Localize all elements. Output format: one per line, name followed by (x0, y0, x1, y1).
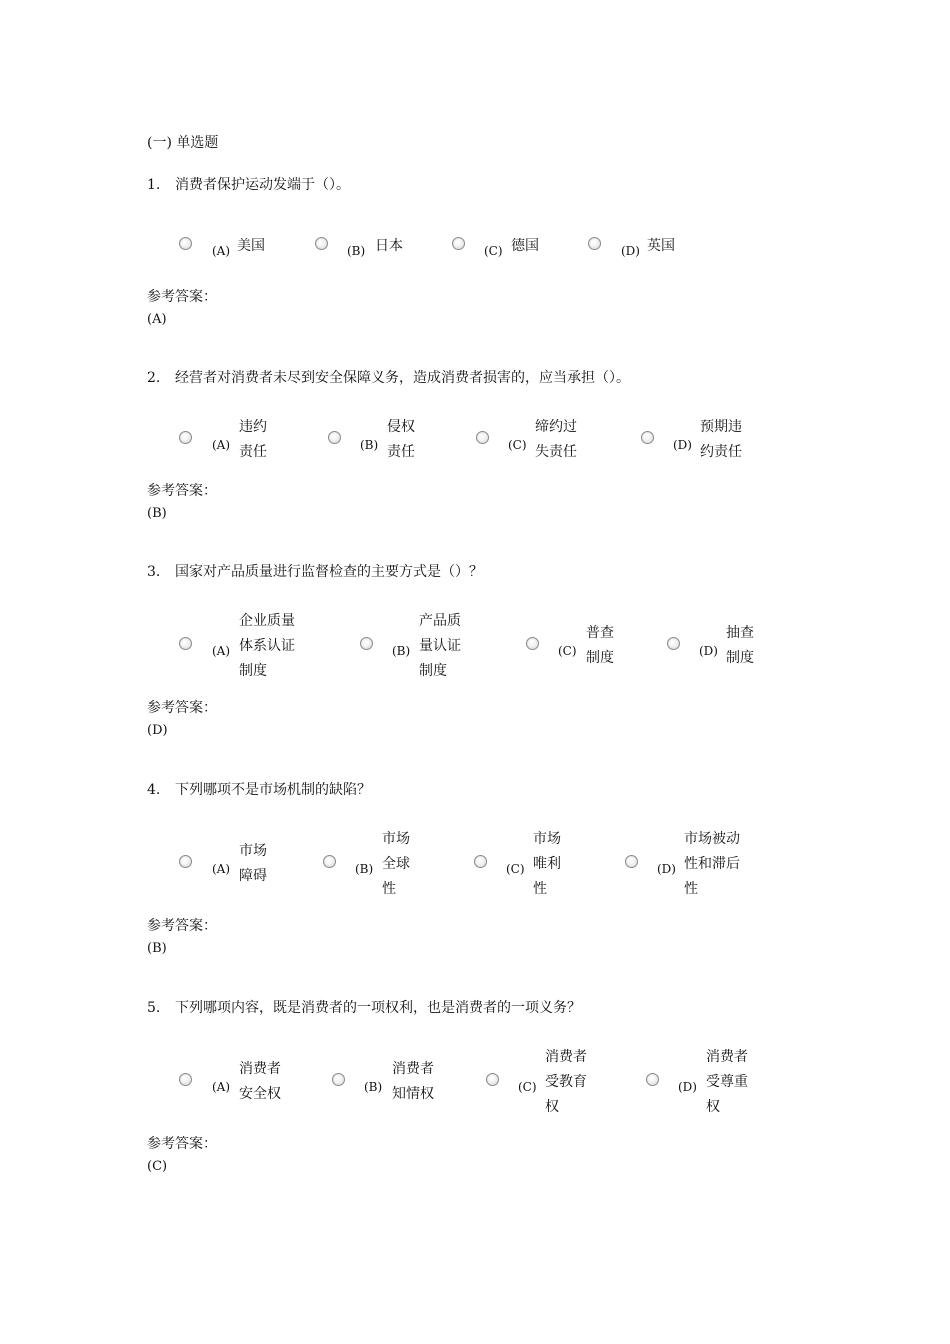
question-stem: 消费者保护运动发端于（）。 (175, 177, 350, 193)
option-text-line: 性 (533, 880, 547, 897)
option-letter: (A) (212, 438, 231, 452)
question-number: 5. (147, 1000, 161, 1016)
option-text-line: 责任 (239, 444, 267, 460)
option-text-line: 知情权 (392, 1086, 434, 1102)
question-stem: 下列哪项不是市场机制的缺陷？ (175, 782, 371, 798)
radio-button[interactable] (328, 431, 341, 444)
option-text (586, 621, 614, 671)
option-text-line: 责任 (387, 444, 415, 460)
option-text (700, 415, 742, 465)
question-stem: 国家对产品质量进行监督检查的主要方式是（）？ (175, 564, 483, 580)
option-letter: (D) (678, 1080, 697, 1094)
option-text-line: 受教育 (545, 1073, 587, 1090)
option-text-line: 市场被动 (684, 830, 740, 847)
option-letter: (B) (392, 644, 411, 658)
option-text-line: 美国 (237, 237, 265, 254)
option-letter: (B) (355, 862, 374, 876)
option-text (419, 609, 461, 684)
option-text-line: 体系认证 (239, 637, 295, 654)
radio-button[interactable] (360, 637, 373, 650)
question-number: 1. (147, 177, 161, 193)
option-text-line: 障碍 (239, 868, 267, 884)
radio-button[interactable] (646, 1073, 659, 1086)
option-letter: (C) (558, 644, 577, 658)
option-text-line: 性 (382, 880, 396, 897)
radio-button[interactable] (474, 855, 487, 868)
option-text-line: 抽查 (726, 625, 754, 641)
option-text-line: 消费者 (392, 1061, 434, 1077)
option-text (684, 827, 740, 902)
option-letter: (A) (212, 1080, 231, 1094)
option-text (237, 234, 265, 259)
option-text (535, 415, 577, 465)
option-text-line: 违约 (239, 419, 267, 435)
option-text (239, 839, 267, 889)
option-text-line: 产品质 (419, 612, 461, 629)
radio-button[interactable] (179, 637, 192, 650)
option-letter: (D) (673, 438, 692, 452)
answer-label: 参考答案： (147, 918, 217, 934)
option-text (382, 827, 410, 902)
option-text-line: 企业质量 (239, 612, 295, 629)
question-number: 3. (147, 564, 161, 580)
option-text-line: 约责任 (700, 444, 742, 460)
option-text-line: 性 (684, 880, 698, 897)
option-text-line: 权 (545, 1098, 559, 1115)
option-letter: (C) (518, 1080, 537, 1094)
option-text (239, 1057, 281, 1107)
option-text-line: 市场 (382, 830, 410, 847)
option-text (239, 609, 295, 684)
radio-button[interactable] (588, 237, 601, 250)
question-number: 4. (147, 782, 161, 798)
answer-label: 参考答案： (147, 700, 217, 716)
option-text (392, 1057, 434, 1107)
option-letter: (C) (508, 438, 527, 452)
question-text (147, 779, 371, 799)
radio-button[interactable] (625, 855, 638, 868)
option-text-line: 安全权 (239, 1086, 281, 1102)
radio-button[interactable] (323, 855, 336, 868)
radio-button[interactable] (486, 1073, 499, 1086)
option-text (239, 415, 267, 465)
option-text-line: 普查 (586, 625, 614, 641)
option-text-line: 市场 (533, 830, 561, 847)
section-title: (一) 单选题 (147, 135, 219, 151)
option-letter: (C) (484, 244, 503, 258)
option-text-line: 制度 (726, 650, 754, 666)
radio-button[interactable] (332, 1073, 345, 1086)
option-text-line: 消费者 (545, 1048, 587, 1065)
radio-button[interactable] (526, 637, 539, 650)
option-text-line: 制度 (586, 650, 614, 666)
radio-button[interactable] (179, 855, 192, 868)
question-text (147, 367, 630, 387)
radio-button[interactable] (179, 431, 192, 444)
radio-button[interactable] (179, 1073, 192, 1086)
answer-label: 参考答案： (147, 289, 217, 305)
radio-button[interactable] (315, 237, 328, 250)
answer-value: (D) (147, 723, 168, 738)
option-text (647, 234, 675, 259)
option-text-line: 制度 (419, 662, 447, 679)
radio-button[interactable] (476, 431, 489, 444)
option-text-line: 量认证 (419, 637, 461, 654)
radio-button[interactable] (452, 237, 465, 250)
option-text-line: 消费者 (239, 1061, 281, 1077)
question-stem: 下列哪项内容，既是消费者的一项权利，也是消费者的一项义务？ (175, 1000, 581, 1016)
answer-value: (A) (147, 312, 167, 327)
option-text-line: 侵权 (387, 419, 415, 435)
option-text-line: 制度 (239, 662, 267, 679)
answer-value: (B) (147, 506, 167, 521)
option-text (726, 621, 754, 671)
option-text-line: 权 (706, 1098, 720, 1115)
option-text-line: 唯利 (533, 855, 561, 872)
question-number: 2. (147, 370, 161, 386)
radio-button[interactable] (179, 237, 192, 250)
radio-button[interactable] (641, 431, 654, 444)
answer-label: 参考答案： (147, 1136, 217, 1152)
question-stem: 经营者对消费者未尽到安全保障义务，造成消费者损害的，应当承担（）。 (175, 370, 630, 386)
option-letter: (B) (364, 1080, 383, 1094)
option-letter: (B) (360, 438, 379, 452)
question-text (147, 997, 581, 1017)
option-text (387, 415, 415, 465)
option-text-line: 失责任 (535, 444, 577, 460)
option-letter: (D) (657, 862, 676, 876)
option-text (706, 1045, 748, 1120)
answer-value: (B) (147, 941, 167, 956)
option-text-line: 全球 (382, 855, 410, 872)
option-text (545, 1045, 587, 1120)
option-text-line: 日本 (375, 237, 403, 254)
option-text-line: 受尊重 (706, 1073, 748, 1090)
option-text-line: 性和滞后 (684, 855, 740, 872)
option-text-line: 消费者 (706, 1048, 748, 1065)
option-text-line: 市场 (239, 843, 267, 859)
option-letter: (A) (212, 862, 231, 876)
option-text (533, 827, 561, 902)
option-text-line: 德国 (511, 237, 539, 254)
option-letter: (A) (212, 244, 231, 258)
radio-button[interactable] (667, 637, 680, 650)
answer-value: (C) (147, 1159, 168, 1174)
option-text-line: 缔约过 (535, 419, 577, 435)
option-letter: (A) (212, 644, 231, 658)
option-letter: (D) (699, 644, 718, 658)
option-letter: (B) (347, 244, 366, 258)
question-text (147, 561, 483, 581)
option-letter: (D) (621, 244, 640, 258)
option-letter: (C) (506, 862, 525, 876)
option-text (511, 234, 539, 259)
option-text-line: 预期违 (700, 419, 742, 435)
answer-label: 参考答案： (147, 483, 217, 499)
option-text (375, 234, 403, 259)
option-text-line: 英国 (647, 237, 675, 254)
